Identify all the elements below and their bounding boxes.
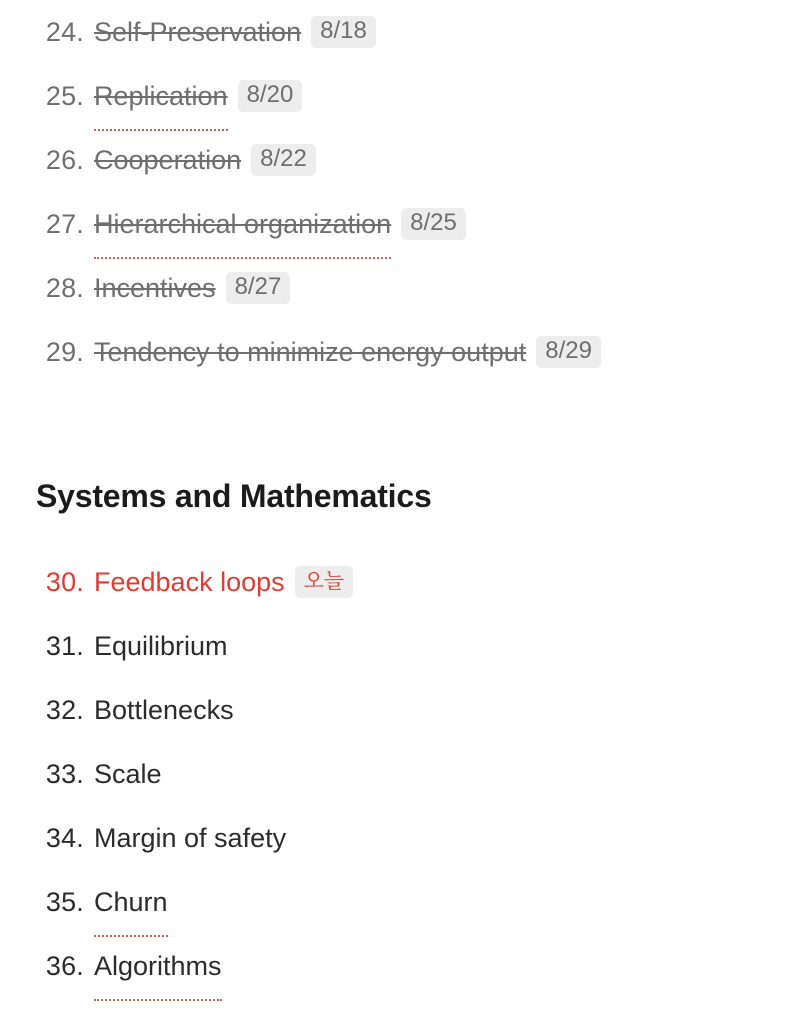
section-list	[0, 550, 810, 998]
list-item-label: Bottlenecks	[94, 695, 234, 725]
list-item-number: 32.	[45, 695, 84, 725]
today-badge: 오늘	[295, 566, 354, 598]
date-badge: 8/20	[238, 80, 303, 112]
list-item[interactable]	[0, 256, 810, 320]
list-item-number: 27.	[45, 209, 84, 239]
list-item-label: Replication	[94, 64, 228, 131]
list-item-label: Self-Preservation	[94, 17, 302, 47]
section-spacer	[0, 384, 810, 480]
heading-spacer	[0, 512, 810, 550]
list-item-number: 30.	[45, 567, 84, 597]
list-item[interactable]	[0, 64, 810, 128]
list-item[interactable]	[0, 806, 810, 870]
list-item-label: Hierarchical organization	[94, 192, 391, 259]
list-item[interactable]	[0, 678, 810, 742]
list-item-number: 24.	[45, 17, 84, 47]
list-item-number: 34.	[45, 823, 84, 853]
completed-list	[0, 0, 810, 384]
date-badge: 8/29	[536, 336, 601, 368]
list-item[interactable]	[0, 128, 810, 192]
list-item-number: 28.	[45, 273, 84, 303]
date-badge: 8/18	[311, 16, 376, 48]
list-item-number: 25.	[45, 81, 84, 111]
list-item-label: Feedback loops	[94, 567, 285, 597]
list-item-label: Margin of safety	[94, 823, 287, 853]
list-item-number: 35.	[45, 887, 84, 917]
list-item[interactable]	[0, 0, 810, 64]
list-item-label: Tendency to minimize energy output	[94, 337, 527, 367]
list-item[interactable]	[0, 870, 810, 934]
list-item[interactable]	[0, 934, 810, 998]
list-item-label: Churn	[94, 870, 168, 937]
list-item-label: Algorithms	[94, 934, 222, 1001]
list-item-number: 33.	[45, 759, 84, 789]
list-item-number: 26.	[45, 145, 84, 175]
list-item[interactable]	[0, 550, 810, 614]
date-badge: 8/22	[251, 144, 316, 176]
list-item-label: Incentives	[94, 273, 216, 303]
date-badge: 8/27	[226, 272, 291, 304]
list-item-label: Equilibrium	[94, 631, 228, 661]
list-item[interactable]	[0, 192, 810, 256]
list-item-label: Scale	[94, 759, 162, 789]
list-item-number: 29.	[45, 337, 84, 367]
section-heading: Systems and Mathematics	[36, 478, 432, 514]
list-item[interactable]	[0, 320, 810, 384]
list-item-number: 31.	[45, 631, 84, 661]
list-item[interactable]	[0, 614, 810, 678]
date-badge: 8/25	[401, 208, 466, 240]
list-item[interactable]	[0, 742, 810, 806]
list-item-label: Cooperation	[94, 145, 242, 175]
list-item-number: 36.	[45, 951, 84, 981]
